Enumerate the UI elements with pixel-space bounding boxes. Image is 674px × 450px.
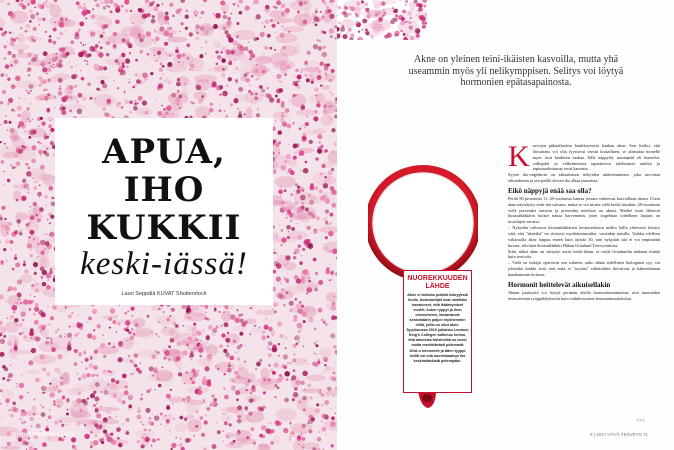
sidebar-heading: NUOREKKUUDEN LÄHDE: [407, 275, 468, 290]
headline-line-1: APUA,: [102, 132, 226, 172]
article-body: [508, 140, 660, 301]
drop-cap: K: [508, 140, 530, 173]
subheading: Eikö näppyjä enää saa olla?: [508, 186, 592, 195]
continue-arrows: >>>: [636, 418, 645, 424]
footer-right: 9 | 2017 HYVÄ TERVEYS 71: [590, 432, 649, 437]
corner-texture: [337, 0, 427, 40]
body-paragraph: Siitä, miksi akne on siirtynyt myös keski-ikään, ei voida Granlundin mukaan esittää kuin teorioita.: [508, 248, 660, 260]
byline: Lauri Seppälä KUVAT Shutterstock: [121, 291, 207, 297]
headline-line-3: KUKKII: [86, 208, 242, 248]
headline-line-4: keski-iässä!: [80, 246, 248, 282]
body-paragraph: Peräti 80 prosenttia 11–30-vuotiaista kantaa jossain vaiheessa kasvoillaan aknea. Usein akne näyttäytyy teini-iän vaivana, mutta se voi nivata vielä keski-iässäkin. 40-vuotiaista vielä prosenttia naisista ja prosenttia miehistä on aknea. Miehet tosin lähtevät ihotautilääkärin luokse naisia harvemmin, joten ongelman todellinen laajuus on arvailujen varassa.: [508, 195, 660, 225]
headline-line-2: IHO: [123, 170, 205, 210]
body-paragraph: Aknen juurisyitä voi löytyä perimän ohella hormonitoiminnasta; niin nuoruuden testosteronin ryöppähdyksestä kuin vaihdevuosien hormonimuutoksista.: [508, 289, 660, 301]
subheading: Hormonit heittelevät aikuisellakin: [508, 280, 611, 289]
footer-left: 70 HYVÄ TERVEYS 9 | 2017: [10, 432, 75, 438]
body-paragraph: Syynä iho-ongelmiin on taltaaihasen tiehyiden tukkeutuminen, joka turvottaa talirauhasen ja sen päällä olevan iho alkaa punoittaa.: [508, 172, 660, 184]
lead-paragraph: Akne on yleinen teini-ikäisten kasvoilla, mutta yhä useammin myös yli nelikymppisen. Selitys voi löytyä hormonien epätasapainosta.: [408, 54, 624, 88]
sidebar-text: Akne ei tarkoita pelkkiä ikävyyksiä iholla. Asiantuntijat ovat nimittäin havainneet, että ikääntymiset merkit, kuten ryppyt ja ihon oheneminen, ilmaantuvat keskimäärin paljon myöhemmin niillä, joilla on ollut akne. Syyskuussa 2016 julkaistu Lontoon King's Collegen tutkimus kertoo, että akneesta kärsineillä on usein muita merkittävästi pidemmät DNA:n telomeerit ja täten tyyppi heillä voi olla nuorekkaampi iho keskimääräistä pidempään.: [406, 293, 469, 363]
body-paragraph: – Nykyään valittavat ihotautilääkärien keskusteluissa melko lailla yhteisesti käsitys siitä, että "akneikä" on siirtynyt myöhäisemmäksi, varsinkin naisilla. Vaikka edelleen valtaosalla akne loppuu ennen kuin täyttää 30, nim nykyään sitä ei voi empimättä kuvata, selvittää ihotautilääkäri Håkan Granlund Terveystalosta.: [508, 225, 660, 248]
title-box: [55, 118, 273, 305]
body-paragraph: – Vielä on tutkijat epäröivät sen suhteen, onko tähän todellinen biologinen syy, vai johtuuko kaikki siitä, että enää ei "suvaita" vähäisiäkin ihovaivaa ja hakeuduttaan hanakammin hoitoon.: [508, 260, 660, 277]
body-paragraph: [508, 140, 660, 173]
sidebar-box: [403, 270, 472, 393]
body-text: asvojen pitkäaikaisiin kuukkaveisiin kauhau akne. Sen lisäksi, että ihosairaus voi olla fyysisesti varsin kiusallinen, se aiheuttaa monelle myös ison henkisen taakan. Sillä näppylät, mustapäät eli komedot, valkopäät ja valkeimmissa tapauksissa tulehtuneet ontelot ja arpimuodostumat eivät kaunista.: [532, 143, 660, 172]
